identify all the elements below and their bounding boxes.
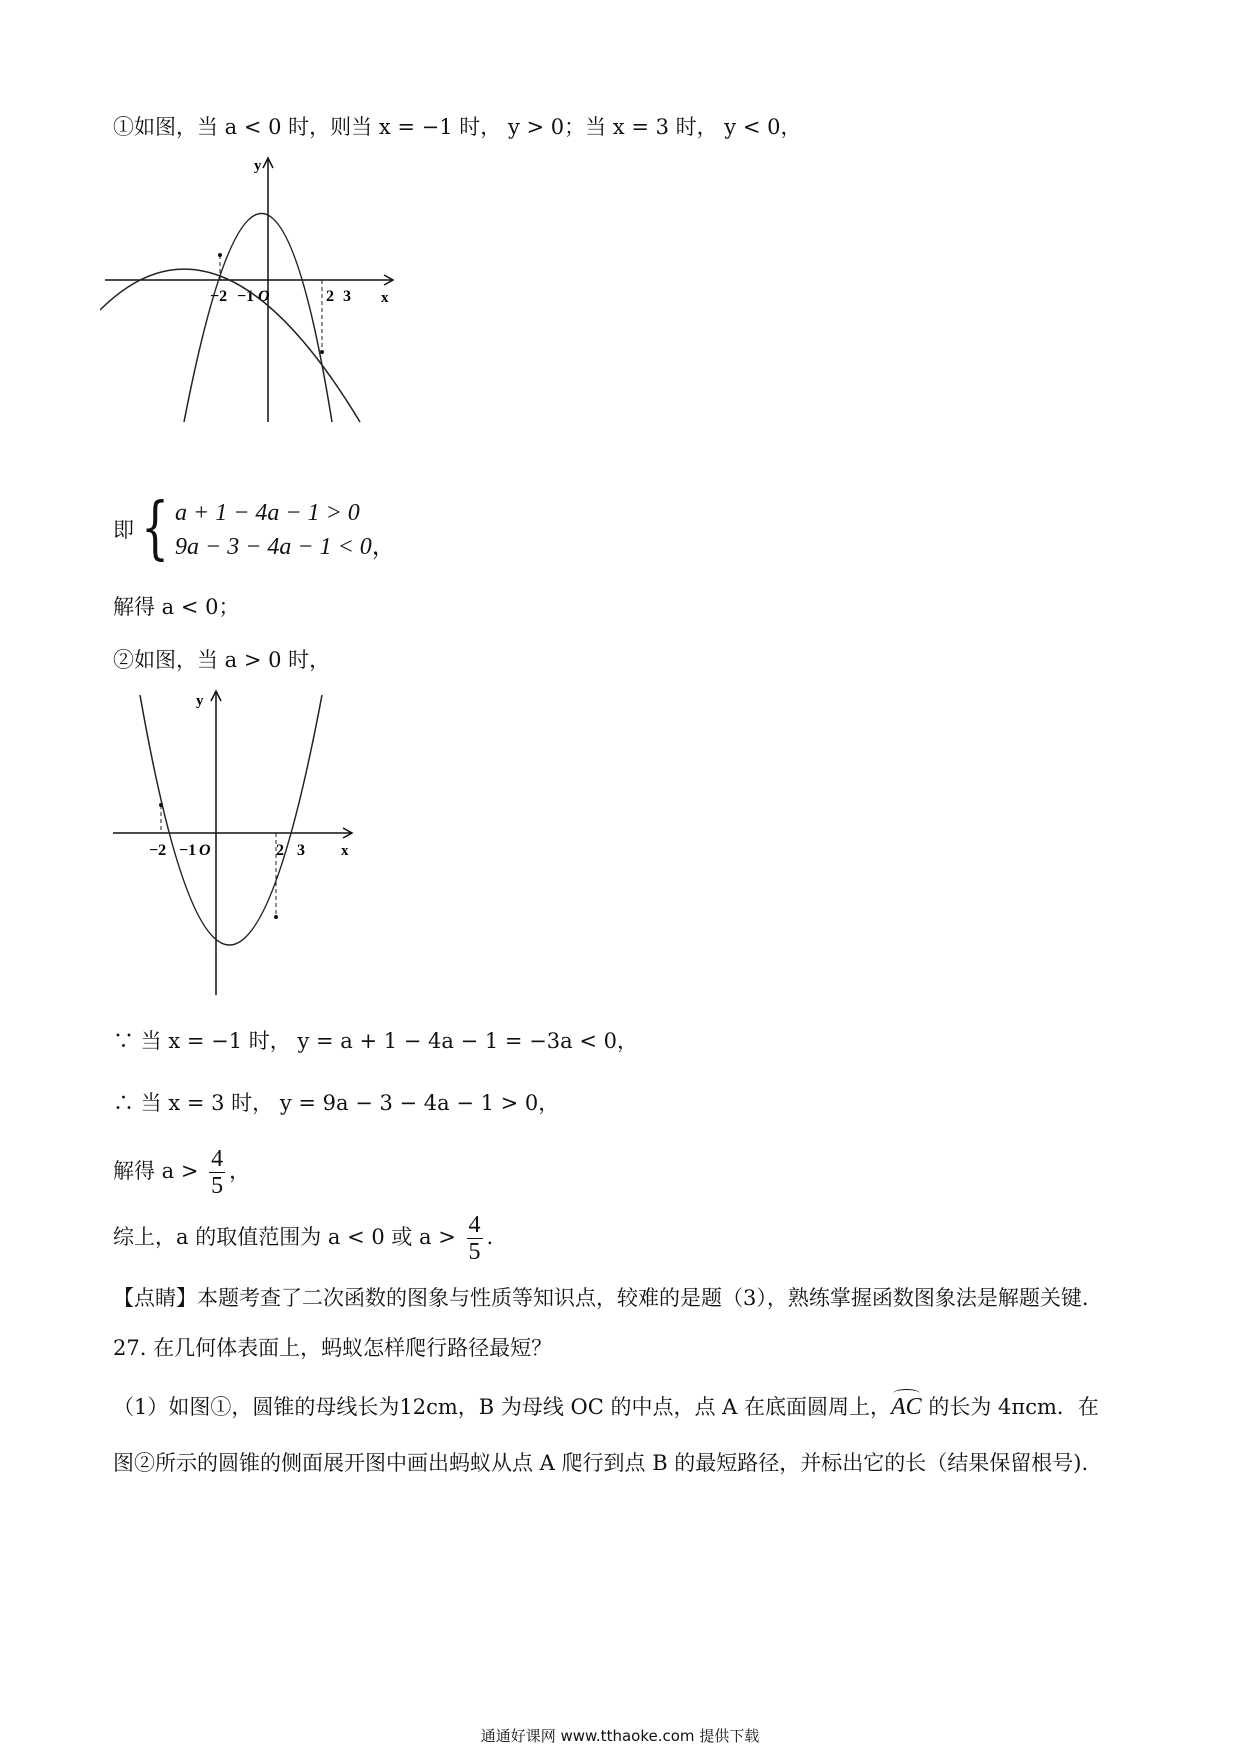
numerator: 4 [211,1146,224,1172]
inequality-2: 9a − 3 − 4a − 1 < 0 [175,534,372,560]
solve2-prefix: 解得 a > [113,1159,199,1183]
y-axis-label: y [196,693,204,709]
tick-label: −2 [149,842,167,859]
q27-part1-text-a: （1）如图①，圆锥的母线长为12cm，B 为母线 OC 的中点，点 A 在底面圆周上， [113,1395,892,1419]
denominator: 5 [468,1239,481,1265]
curve-point [274,915,278,919]
question-27-part1-line2: 图②所示的圆锥的侧面展开图中画出蚂蚁从点 A 爬行到点 B 的最短路径，并标出它的长（结果保留根号). [113,1451,1089,1475]
punctuation: ， [371,534,396,560]
curve-point [159,803,163,807]
arc-ac: AC [891,1394,922,1420]
tick-label: O [199,842,211,859]
x-axis-label: x [381,290,389,306]
summary-prefix: 综上，a 的取值范围为 a < 0 或 a > [113,1225,456,1249]
tick-label: 2 [276,842,284,859]
case2-line: ②如图，当 a > 0 时， [113,648,331,672]
tick-label: 3 [343,288,351,305]
fraction-4-5 [209,1146,225,1199]
graph-case-a-positive [108,685,358,1000]
punctuation: . [486,1225,494,1249]
numerator: 4 [468,1212,481,1238]
solve1-line: 解得 a < 0； [113,595,240,619]
tick-label: 2 [326,288,334,305]
tick-label: O [258,288,270,305]
y-axis-label: y [254,158,262,174]
fraction-4-5 [467,1212,483,1265]
question-27-part1-line1 [113,1392,1099,1422]
denominator: 5 [211,1173,224,1199]
wide-parabola [100,269,360,422]
x-axis-label: x [341,843,349,859]
q27-part1-text-b: 的长为 4πcm．在 [921,1395,1099,1419]
upward-parabola [140,695,322,945]
tick-label: −1 [179,842,197,859]
tick-label: −2 [210,288,228,305]
tick-label: −1 [237,288,255,305]
therefore-line: ∴ 当 x = 3 时， y = 9a − 3 − 4a − 1 > 0， [113,1091,560,1115]
because-line: ∵ 当 x = −1 时， y = a + 1 − 4a − 1 = −3a < 0， [113,1029,638,1053]
comment-line: 【点睛】本题考查了二次函数的图象与性质等知识点，较难的是题（3），熟练掌握函数图象法是解题关键. [113,1286,1089,1310]
intersection-point [320,350,324,354]
punctuation: ， [229,1159,251,1183]
question-27: 27. 在几何体表面上，蚂蚁怎样爬行路径最短？ [113,1336,553,1360]
case1-line: ①如图，当 a < 0 时，则当 x = −1 时， y > 0；当 x = 3 时， y < 0， [113,115,802,139]
tick-label: 3 [297,842,305,859]
inequality-1: a + 1 − 4a − 1 > 0 [175,500,360,526]
solve2-line [113,1140,250,1202]
narrow-parabola [184,214,332,423]
footer: 通通好课网 www.tthaoke.com 提供下载 [480,1727,760,1745]
graph-case-a-negative [100,150,410,430]
intersection-point [218,253,222,257]
summary-line [113,1206,493,1268]
ji-label: 即 [113,518,134,542]
brace: { [141,489,170,568]
